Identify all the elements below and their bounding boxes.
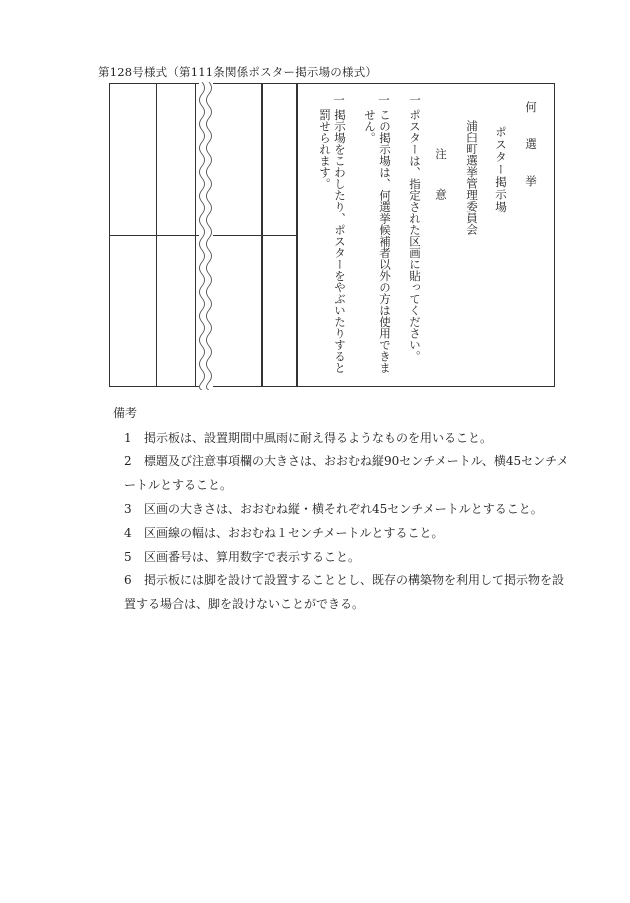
remark-text: 区画線の幅は、おおむね１センチメートルとすること。 <box>144 526 444 540</box>
remark-item <box>124 568 574 616</box>
notice-panel-divider <box>297 84 298 386</box>
remark-item <box>124 497 574 521</box>
notice-heading: 注 意 <box>434 148 448 202</box>
remark-text: 掲示板は、設置期間中風雨に耐え得るようなものを用いること。 <box>144 431 493 445</box>
remark-item <box>124 449 574 497</box>
remark-number: 6 <box>124 573 132 587</box>
form-title: 第128号様式（第111条関係ポスター掲示場の様式） <box>98 65 378 79</box>
remarks-heading: 備考 <box>113 406 138 420</box>
poster-board-title: ポスター掲示場 <box>494 126 508 214</box>
notice-text: この掲示場は、何選挙候補者以外の方は使用できません。 <box>363 109 392 374</box>
remark-text: 区画番号は、算用数字で表示すること。 <box>144 550 361 564</box>
remark-text: 掲示板には脚を設けて設置することとし、既存の構築物を利用して掲示物を設置する場合は、脚を設けないことができる。 <box>124 573 565 611</box>
notice-mark: 一 <box>377 94 391 106</box>
remark-text: 標題及び注意事項欄の大きさは、おおむね縦90センチメートル、横45センチメートルとすること。 <box>124 454 569 492</box>
remark-number: 4 <box>124 526 132 540</box>
notice-mark: 一 <box>332 94 346 106</box>
committee-name: 浦臼町選挙管理委員会 <box>465 120 479 235</box>
notice-text: 掲示場をこわしたり、ポスターをやぶいたりすると罰せられます。 <box>318 109 347 374</box>
remark-item <box>124 521 574 545</box>
omission-break <box>199 82 213 388</box>
notice-text: ポスターは、指定された区画に貼ってください。 <box>408 109 422 362</box>
remark-number: 1 <box>124 431 132 445</box>
remark-item <box>124 545 574 569</box>
poster-board-diagram <box>109 83 555 387</box>
remark-item <box>124 426 574 450</box>
remark-number: 3 <box>124 502 132 516</box>
remark-text: 区画の大きさは、おおむね縦・横それぞれ45センチメートルとすること。 <box>144 502 543 516</box>
notice-mark: 一 <box>408 94 422 106</box>
election-name: 何 選 挙 <box>524 101 538 194</box>
remark-number: 5 <box>124 550 132 564</box>
remark-number: 2 <box>124 454 132 468</box>
